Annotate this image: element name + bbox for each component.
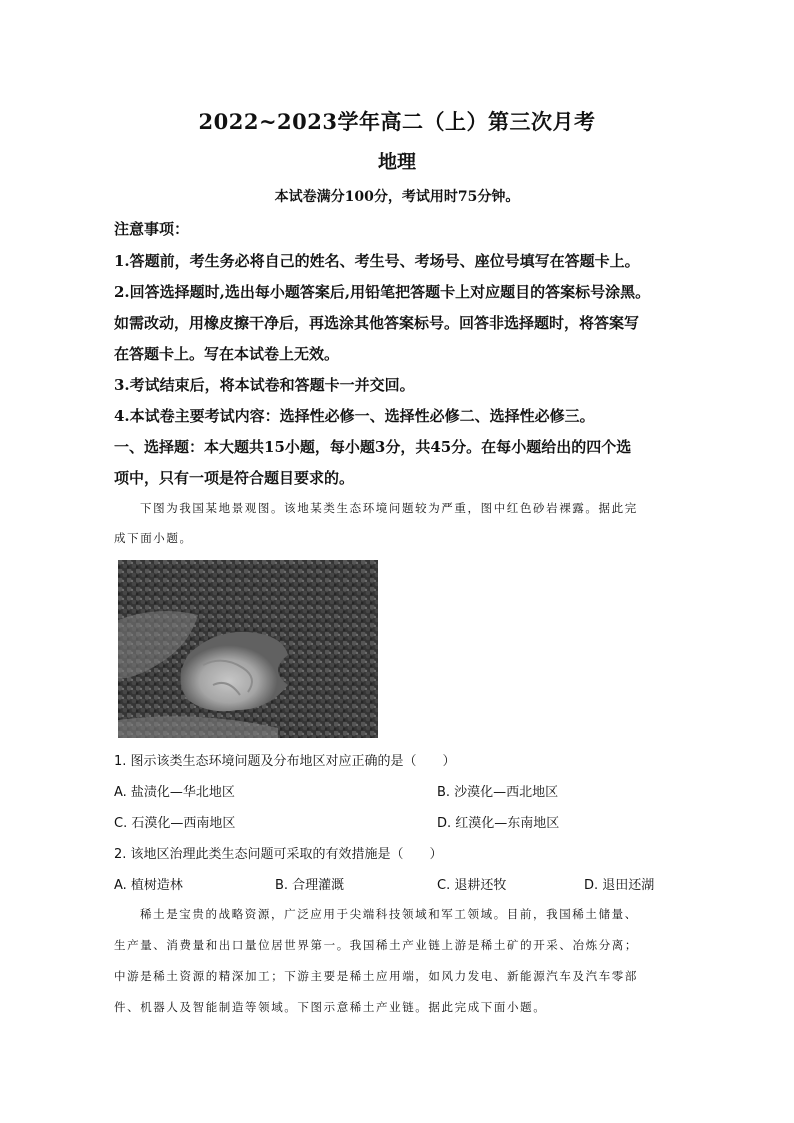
notes-heading: 注意事项： bbox=[114, 220, 190, 238]
notes-item-2-line-2: 如需改动，用橡皮擦干净后，再选涂其他答案标号。回答非选择题时，将答案写 bbox=[114, 314, 640, 332]
passage-1-line-1: 下图为我国某地景观图。该地某类生态环境问题较为严重，图中红色砂岩裸露。据此完 bbox=[140, 501, 638, 515]
question-1-option-a: A. 盐渍化—华北地区 bbox=[114, 785, 235, 800]
notes-item-2-line-1: 2.回答选择题时,选出每小题答案后,用铅笔把答题卡上对应题目的答案标号涂黑。 bbox=[114, 283, 651, 301]
question-2-option-d: D. 退田还湖 bbox=[584, 878, 655, 893]
section-1-line-2: 项中，只有一项是符合题目要求的。 bbox=[114, 469, 355, 487]
question-1-option-d: D. 红漠化—东南地区 bbox=[437, 816, 560, 831]
notes-item-3: 3.考试结束后，将本试卷和答题卡一并交回。 bbox=[114, 376, 415, 394]
exam-meta: 本试卷满分100分，考试用时75分钟。 bbox=[274, 189, 520, 205]
question-2-stem: 2. 该地区治理此类生态问题可采取的有效措施是（ ） bbox=[114, 847, 443, 862]
question-2-option-c: C. 退耕还牧 bbox=[437, 878, 507, 893]
landscape-photo bbox=[118, 560, 378, 738]
section-1-line-1: 一、选择题：本大题共15小题，每小题3分，共45分。在每小题给出的四个选 bbox=[114, 438, 632, 456]
notes-item-1: 1.答题前，考生务必将自己的姓名、考生号、考场号、座位号填写在答题卡上。 bbox=[114, 252, 640, 270]
notes-item-2-line-3: 在答题卡上。写在本试卷上无效。 bbox=[114, 345, 340, 363]
question-2-option-a: A. 植树造林 bbox=[114, 878, 183, 893]
passage-2-line-3: 中游是稀土资源的精深加工；下游主要是稀土应用端，如风力发电、新能源汽车及汽车零部 bbox=[114, 969, 638, 983]
question-1-option-c: C. 石漠化—西南地区 bbox=[114, 816, 236, 831]
passage-1-line-2: 成下面小题。 bbox=[114, 531, 193, 545]
question-2-option-b: B. 合理灌溉 bbox=[275, 878, 345, 893]
passage-2-line-2: 生产量、消费量和出口量位居世界第一。我国稀土产业链上游是稀土矿的开采、冶炼分离； bbox=[114, 938, 638, 952]
question-1-option-b: B. 沙漠化—西北地区 bbox=[437, 785, 559, 800]
passage-2-line-4: 件、机器人及智能制造等领域。下图示意稀土产业链。据此完成下面小题。 bbox=[114, 1000, 547, 1014]
exam-title: 2022~2023学年高二（上）第三次月考 bbox=[198, 109, 596, 134]
passage-2-line-1: 稀土是宝贵的战略资源，广泛应用于尖端科技领域和军工领域。目前，我国稀土储量、 bbox=[140, 907, 638, 921]
notes-item-4: 4.本试卷主要考试内容：选择性必修一、选择性必修二、选择性必修三。 bbox=[114, 407, 595, 425]
exam-subject: 地理 bbox=[377, 151, 416, 173]
question-1-stem: 1. 图示该类生态环境问题及分布地区对应正确的是（ ） bbox=[114, 754, 456, 769]
